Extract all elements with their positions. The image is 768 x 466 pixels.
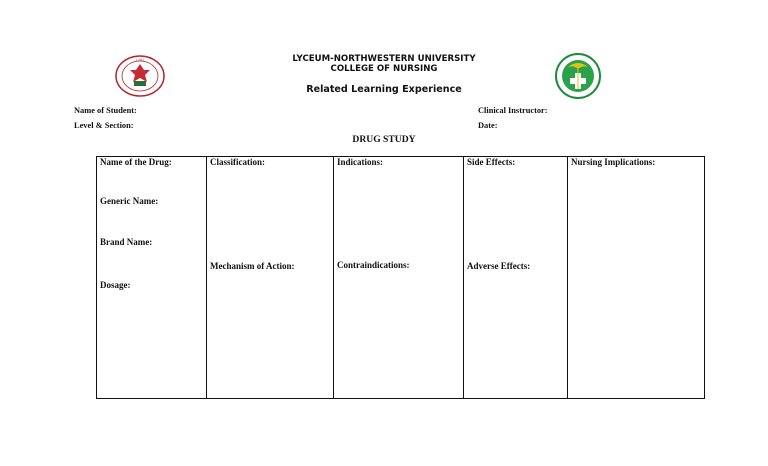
university-seal-logo bbox=[114, 54, 166, 98]
nursing-implications-header: Nursing Implications: bbox=[571, 157, 656, 167]
page-subtitle: Related Learning Experience bbox=[306, 84, 462, 95]
level-section-label: Level & Section: bbox=[74, 121, 134, 130]
side-effects-column[interactable] bbox=[464, 157, 568, 399]
contraindications-label: Contraindications: bbox=[337, 260, 410, 270]
classification-header: Classification: bbox=[210, 157, 265, 167]
brand-name-label: Brand Name: bbox=[100, 237, 153, 247]
clinical-instructor-label: Clinical Instructor: bbox=[478, 106, 548, 115]
classification-column[interactable] bbox=[207, 157, 334, 399]
drug-name-column[interactable] bbox=[97, 157, 207, 399]
date-label: Date: bbox=[478, 121, 498, 130]
svg-text:L-NU: L-NU bbox=[136, 58, 144, 62]
side-effects-header: Side Effects: bbox=[467, 157, 516, 167]
adverse-effects-label: Adverse Effects: bbox=[467, 261, 531, 271]
drug-name-header: Name of the Drug: bbox=[100, 157, 172, 167]
drug-study-table bbox=[96, 156, 705, 399]
mechanism-of-action-label: Mechanism of Action: bbox=[210, 261, 295, 271]
indications-header: Indications: bbox=[337, 157, 384, 167]
generic-name-label: Generic Name: bbox=[100, 196, 159, 206]
university-name: LYCEUM-NORTHWESTERN UNIVERSITY bbox=[292, 54, 476, 64]
college-nursing-logo bbox=[553, 53, 603, 99]
college-name: COLLEGE OF NURSING bbox=[330, 64, 438, 74]
nursing-implications-column[interactable] bbox=[568, 157, 705, 399]
student-name-label: Name of Student: bbox=[74, 106, 137, 115]
dosage-label: Dosage: bbox=[100, 280, 131, 290]
indications-column[interactable] bbox=[334, 157, 464, 399]
form-title: DRUG STUDY bbox=[352, 134, 416, 145]
